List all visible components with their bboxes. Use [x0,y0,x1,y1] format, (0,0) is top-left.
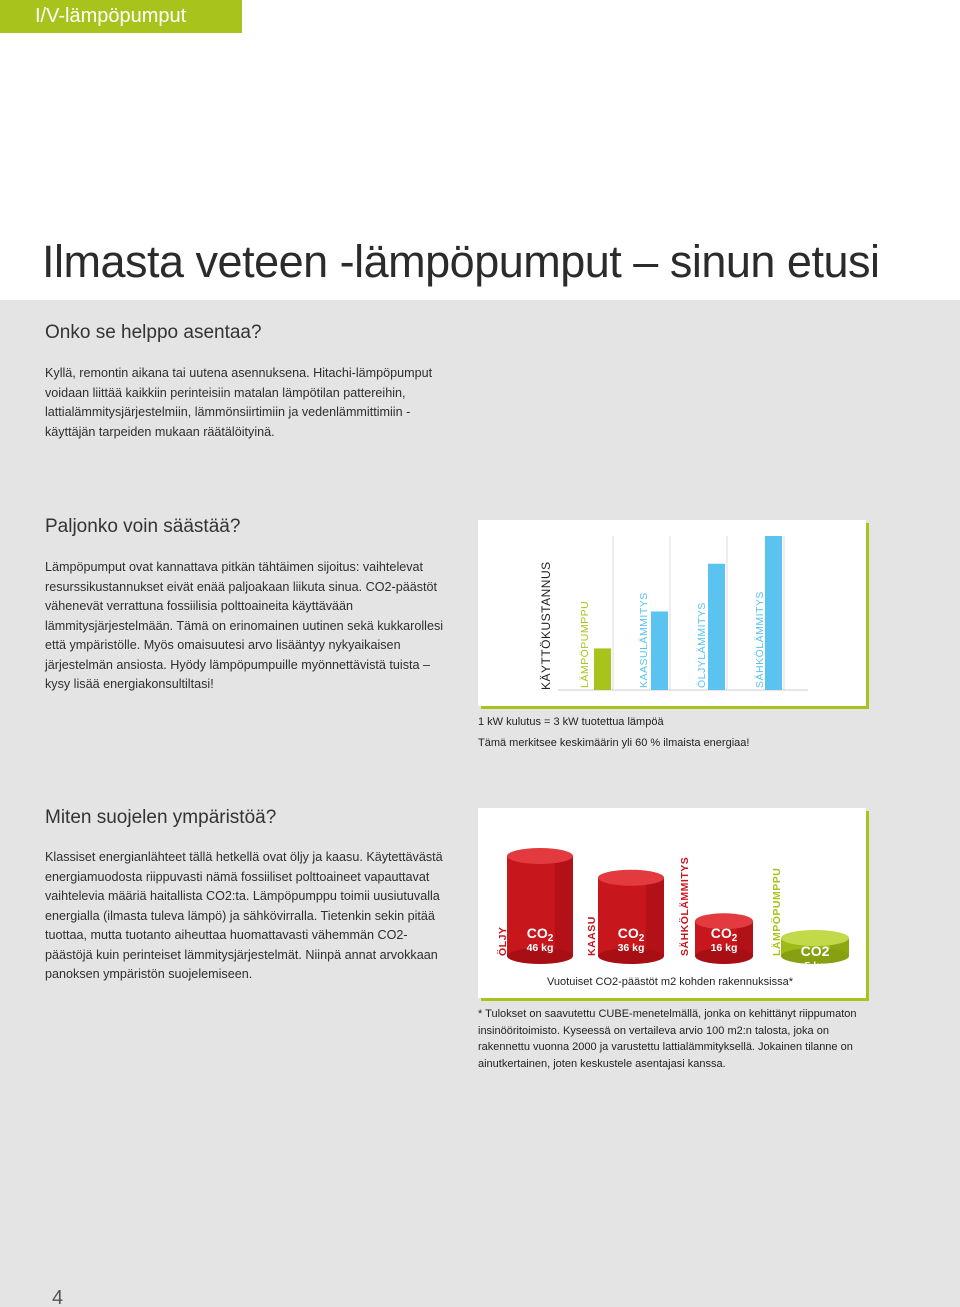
cylinder-shade-1 [646,878,664,956]
category-label: ÖLJY [497,926,509,956]
category-label: LÄMPÖPUMPPU [771,867,783,956]
content-panel [0,300,960,1307]
footnote-line: rakennettu vuonna 2000 ja varustettu lattialämmityksellä. Jokainen tilanne on [478,1041,853,1054]
value-gas-subscript: 2 [547,933,554,944]
cylinder-shade-0 [555,856,573,956]
value-gas-label: CO2 [800,943,830,959]
section-body-environment [45,848,443,985]
value-gas-label: $CO_2$ [526,925,554,944]
category-label: LÄMPÖPUMPPU [579,600,591,688]
text-line: Kyllä, remontin aikana tai uutena asennuksena. Hitachi-lämpöpumput [45,366,433,380]
category-label: ÖLJYLÄMMITYS [696,602,708,688]
footnote-line: ainutkertainen, joten keskustele asentajasi kanssa. [478,1057,726,1070]
cost-chart [478,520,866,706]
text-line: resurssikustannukset eivät enää paljoakaan liikuta sinua. CO2-päästöt [45,579,438,594]
cost-chart-svg [478,520,866,706]
value-gas-subscript: 2 [638,933,645,944]
chart-caption: Vuotuiset CO2-päästöt m2 kohden rakennuksissa* [546,976,794,988]
page-number: 4 [52,1287,64,1307]
section-tab: I/V-lämpöpumput [0,0,242,33]
value-amount-label: 16 kg [710,942,738,954]
text-line: Klassiset energianlähteet tällä hetkellä ovat öljy ja kaasu. Käytettävästä [45,850,443,864]
footnote [478,1006,868,1072]
category-label: SÄHKÖLÄMMITYS [679,856,691,956]
bar-3 [765,536,782,690]
value-amount-label: 5 kg [804,960,826,972]
text-line: lämmitysjärjestelmään. Tämä on erinomainen uutinen sekä kukkarollesi [45,618,444,633]
text-line: lattialämmitysjärjestelmiin, lämmönsiirtimiin ja vedenlämmittimiin - [45,405,411,419]
cylinder-top-1 [598,870,664,886]
text-line: kysy lisää energiakonsultiltasi! [45,677,214,691]
category-label: SÄHKÖLÄMMITYS [754,591,766,688]
text-line: vaihtelevia määriä haitallista CO2:ta. Lämpöpumppu toimii uusiutuvalla [45,889,440,903]
note-free-energy: Tämä merkitsee keskimäärin yli 60 % ilmaista energiaa! [478,737,750,749]
y-axis-label: KÄYTTÖKUSTANNUS [539,561,553,690]
cylinder-top-0 [507,848,573,864]
value-gas-label: $CO_2$ [617,925,645,944]
text-line: panoksen ympäristön suojelemiseen. [45,967,253,981]
text-line: energiamuodosta riippuvasti nämä fossiiliset polttoaineet vapauttavat [45,869,430,884]
value-gas-label: $CO_2$ [710,925,738,944]
value-amount-label: 36 kg [617,942,645,954]
text-line: että ympäristölle. Myös omaisuutesi arvo lisääntyy nykyaikaisen [45,638,401,652]
co2-chart [478,808,866,998]
category-label: KAASULÄMMITYS [638,592,650,688]
text-line: energialla (ilmasta tuleva lämpö) ja sähkövirralla. Tietenkin sekin pitää [45,908,435,923]
text-line: päästöjä kuin perinteiset lämmitysjärjestelmät. Niinpä annat arvokkaan [45,947,438,962]
section-body-install [45,364,432,442]
bar-2 [708,564,725,690]
value-amount-label: 46 kg [526,942,554,954]
text-line: tuottaa, mutta tuotanto aiheuttaa huomattavasti vähemmän CO2- [45,928,408,942]
value-gas-subscript: 2 [731,933,738,944]
section-title-savings: Paljonko voin säästää? [45,516,241,537]
text-line: käyttäjän tarpeiden mukaan räätälöityinä. [45,424,275,439]
note-kw: 1 kW kulutus = 3 kW tuotettua lämpöä [478,716,664,728]
page-title: Ilmasta veteen -lämpöpumput – sinun etusi [42,236,880,287]
text-line: järjestelmän ansiosta. Hyödy lämpöpumpuille myönnettävistä tuista – [45,657,431,672]
section-title-environment: Miten suojelen ympäristöä? [45,807,277,828]
bar-0 [594,648,611,690]
footnote-line: insinööritoimisto. Kyseessä on vertaileva arvio 100 m2:n talosta, joka on [478,1024,829,1037]
section-title-install: Onko se helppo asentaa? [45,322,262,343]
bar-1 [651,611,668,690]
category-label: KAASU [586,916,598,956]
text-line: voidaan liittää kaikkiin perinteisiin matalan lämpötilan pattereihin, [45,385,406,400]
footnote-line: * Tulokset on saavutettu CUBE-menetelmällä, jonka on kehittänyt riippumaton [478,1008,857,1020]
text-line: vähenevät verrattuna fossiilisia polttoaineita käyttävään [45,599,354,613]
co2-chart-svg [478,808,866,998]
text-line: Lämpöpumput ovat kannattava pitkän tähtäimen sijoitus: vaihtelevat [45,560,424,574]
section-body-savings [45,558,443,695]
